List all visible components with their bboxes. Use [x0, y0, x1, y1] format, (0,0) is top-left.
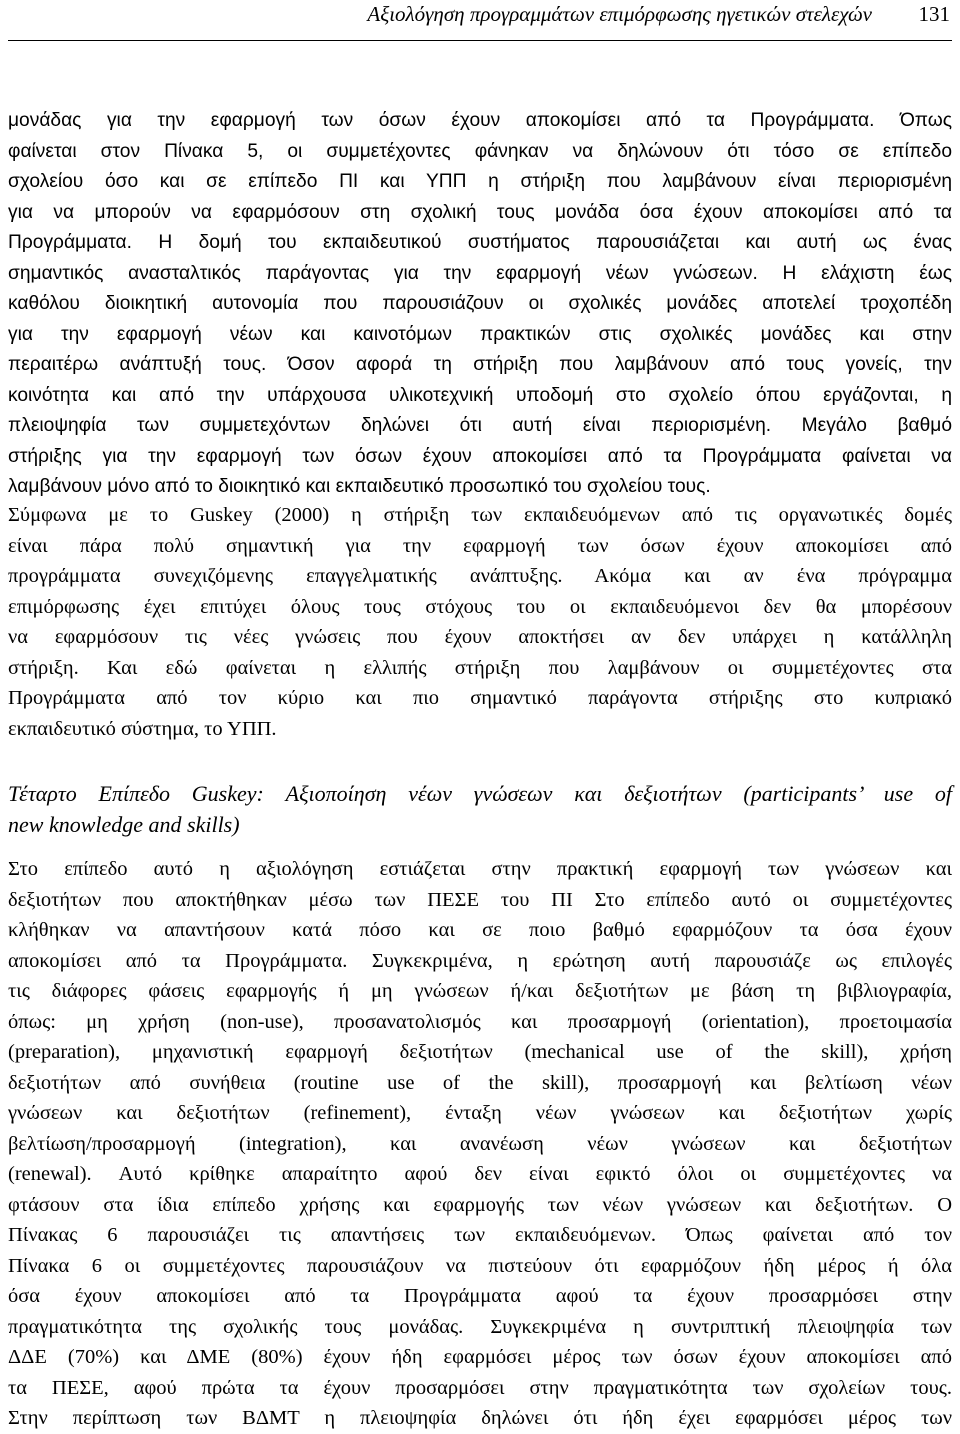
- text-line: περαιτέρω ανάπτυξή τους. Όσον αφορά τη στήριξη που λαμβάνουν από τους γονείς, την: [8, 354, 952, 375]
- text-line: είναι πάρα πολύ σημαντική για την εφαρμογή των όσων έχουν αποκομίσει από: [8, 534, 952, 557]
- heading-line: new knowledge and skills): [8, 811, 240, 837]
- text-line: κοινότητα και από την υπάρχουσα υλικοτεχνική υποδομή στο σχολείο όπου εργάζονται, η: [8, 384, 952, 406]
- text-line: φτάσουν στα ίδια επίπεδο χρήσης και εφαρμογής των νέων γνώσεων και δεξιοτήτων. Ο: [8, 1193, 952, 1216]
- text-line: Σύμφωνα με το Guskey (2000) η στήριξη των εκπαιδευόμενων από τις οργανωτικές δομές: [8, 504, 952, 526]
- text-line: Πίνακα 6 οι συμμετέχοντες παρουσιάζουν να πιστεύουν ότι εφαρμόζουν ήδη μέρος ή όλα: [8, 1254, 952, 1277]
- text-line: Προγράμματα. Η δομή του εκπαιδευτικού συστήματος παρουσιάζεται και αυτή ως ένας: [8, 232, 952, 253]
- text-line: Στην περίπτωση των ΒΔΜΤ η πλειοψηφία δηλώνει ότι ήδη έχει εφαρμόσει μέρος των: [8, 1407, 952, 1429]
- text-line: φαίνεται στον Πίνακα 5, οι συμμετέχοντες φάνηκαν να δηλώνουν ότι τόσο σε επίπεδο: [8, 140, 952, 162]
- text-line: να εφαρμόσουν τις νέες γνώσεις που έχουν αποκτήσει αν δεν υπάρχει η κατάλληλη: [8, 626, 952, 648]
- text-line: τα ΠΕΣΕ, αφού πρώτα τα έχουν προσαρμόσει στην πραγματικότητα των σχολείων τους.: [8, 1376, 952, 1399]
- text-line: για να μπορούν να εφαρμόσουν στη σχολική τους μονάδα όσα έχουν αποκομίσει από τα: [8, 201, 952, 223]
- paragraph-support-levels: [8, 106, 952, 503]
- text-line: επιμόρφωσης έχει επιτύχει όλους τους στόχους του οι εκπαιδευόμενοι δεν θα μπορέσουν: [8, 595, 952, 618]
- text-line: Προγράμματα από τον κύριο και πιο σημαντικό παράγοντα στήριξης στο κυπριακό: [8, 687, 952, 709]
- text-line: βελτίωση/προσαρμογή (integration), και ανανέωση νέων γνώσεων και δεξιοτήτων: [8, 1132, 952, 1155]
- text-line: δεξιοτήτων από συνήθεια (routine use of the skill), προσαρμογή και βελτίωση νέων: [8, 1071, 952, 1094]
- text-line: καθόλου διοικητική αυτονομία που παρουσιάζουν οι σχολικές μονάδες αποτελεί τροχοπέδη: [8, 293, 952, 314]
- text-line: γνώσεων και δεξιοτήτων (refinement), ένταξη νέων γνώσεων και δεξιοτήτων χωρίς: [8, 1102, 952, 1124]
- text-line: μονάδας για την εφαρμογή των όσων έχουν αποκομίσει από τα Προγράμματα. Όπως: [8, 110, 952, 131]
- page-number: 131: [918, 2, 950, 26]
- heading-line: Τέταρτο Επίπεδο Guskey: Αξιοποίηση νέων γνώσεων και δεξιοτήτων (participants’ use of: [8, 781, 952, 806]
- text-line: προγράμματα συνεχιζόμενης επαγγελματικής ανάπτυξης. Ακόμα και αν ένα πρόγραμμα: [8, 565, 952, 587]
- running-title: Αξιολόγηση προγραμμάτων επιμόρφωσης ηγετικών στελεχών: [367, 2, 872, 26]
- text-line: πραγματικότητα της σχολικής τους μονάδας. Συγκεκριμένα η συντριπτική πλειοψηφία των: [8, 1315, 952, 1338]
- running-header: [8, 0, 952, 41]
- text-line: εκπαιδευτικό σύστημα, το ΥΠΠ.: [8, 717, 277, 740]
- text-line: κλήθηκαν να απαντήσουν κατά πόσο και σε ποιο βαθμό εφαρμόζουν τα όσα έχουν: [8, 919, 952, 941]
- text-line: (preparation), μηχανιστική εφαρμογή δεξιοτήτων (mechanical use of the skill), χρήση: [8, 1041, 952, 1063]
- text-line: στήριξη. Και εδώ φαίνεται η ελλιπής στήριξη που λαμβάνουν οι συμμετέχοντες στα: [8, 656, 952, 679]
- text-line: ΔΔΕ (70%) και ΔΜΕ (80%) έχουν ήδη εφαρμόσει μέρος των όσων έχουν αποκομίσει από: [8, 1346, 952, 1368]
- text-line: όπως: μη χρήση (non-use), προσανατολισμός και προσαρμογή (orientation), προετοιμασία: [8, 1010, 952, 1033]
- text-line: πλειοψηφία των συμμετεχόντων δηλώνει ότι αυτή είναι περιορισμένη. Μεγάλο βαθμό: [8, 415, 952, 436]
- text-line: σχολείου όσο και σε επίπεδο ΠΙ και ΥΠΠ η στήριξη που λαμβάνουν είναι περιορισμένη: [8, 171, 952, 192]
- text-line: τις διάφορες φάσεις εφαρμογής ή μη γνώσεων ή/και δεξιοτήτων με βάση τη βιβλιογραφία,: [8, 980, 952, 1002]
- text-line: όσα έχουν αποκομίσει από τα Προγράμματα αφού τα έχουν προσαρμόσει στην: [8, 1285, 952, 1307]
- text-line: στήριξης για την εφαρμογή των όσων έχουν αποκομίσει από τα Προγράμματα φαίνεται να: [8, 445, 952, 467]
- text-line: (renewal). Αυτό κρίθηκε απαραίτητο αφού δεν είναι εφικτό όλοι οι συμμετέχοντες να: [8, 1163, 952, 1185]
- text-line: σημαντικός ανασταλτικός παράγοντας για την εφαρμογή νέων γνώσεων. Η ελάχιστη έως: [8, 262, 952, 284]
- paragraph-guskey-support: [8, 500, 952, 744]
- text-line: για την εφαρμογή νέων και καινοτόμων πρακτικών στις σχολικές μονάδες και στην: [8, 323, 952, 345]
- text-line: Πίνακας 6 παρουσιάζει τις απαντήσεις των εκπαιδευόμενων. Όπως φαίνεται από τον: [8, 1224, 952, 1246]
- text-line: Στο επίπεδο αυτό η αξιολόγηση εστιάζεται στην πρακτική εφαρμογή των γνώσεων και: [8, 858, 952, 880]
- text-line: αποκομίσει από τα Προγράμματα. Συγκεκριμένα, η ερώτηση αυτή παρουσιάζε ως επιλογές: [8, 949, 952, 972]
- text-line: λαμβάνουν μόνο από το διοικητικό και εκπαιδευτικό προσωπικό του σχολείου τους.: [8, 476, 711, 497]
- text-line: δεξιοτήτων που αποκτήθηκαν μέσω των ΠΕΣΕ του ΠΙ Στο επίπεδο αυτό οι συμμετέχοντες: [8, 888, 952, 911]
- section-heading: [8, 778, 952, 839]
- paragraph-fourth-level: [8, 854, 952, 1434]
